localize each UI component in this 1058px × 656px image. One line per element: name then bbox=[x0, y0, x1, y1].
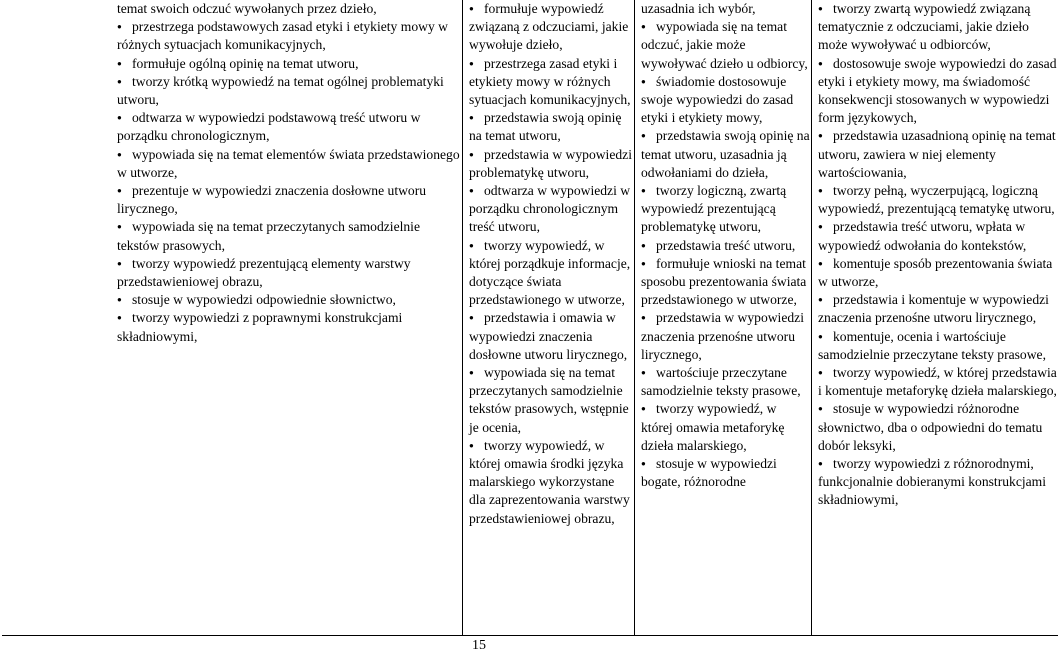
page-number: 15 bbox=[472, 638, 486, 653]
list-item: ● formułuje wypowiedź związaną z odczuciami, jakie wywołuje dzieło, bbox=[469, 0, 634, 55]
column-4-list bbox=[818, 0, 1058, 510]
list-item: ● odtwarza w wypowiedzi w porządku chronologicznym treść utworu, bbox=[469, 182, 634, 237]
list-item: ● przedstawia treść utworu, bbox=[641, 237, 811, 255]
list-item: ● przestrzega zasad etyki i etykiety mowy w różnych sytuacjach komunikacyjnych, bbox=[469, 55, 634, 110]
list-item: ● przedstawia swoją opinię na temat utworu, bbox=[469, 109, 634, 145]
column-3-list bbox=[641, 18, 811, 491]
column-3-intro: uzasadnia ich wybór, bbox=[641, 1, 756, 16]
list-item: ● przedstawia uzasadnioną opinię na temat utworu, zawiera w niej elementy wartościowania, bbox=[818, 127, 1058, 182]
list-item: ● stosuje w wypowiedzi odpowiednie słownictwo, bbox=[117, 291, 462, 309]
table-row bbox=[2, 0, 1058, 636]
list-item: ● świadomie dostosowuje swoje wypowiedzi do zasad etyki i etykiety mowy, bbox=[641, 73, 811, 128]
list-item: ● wartościuje przeczytane samodzielnie teksty prasowe, bbox=[641, 364, 811, 400]
list-item: ● przestrzega podstawowych zasad etyki i etykiety mowy w różnych sytuacjach komunikacyjnych, bbox=[117, 18, 462, 54]
column-3-cell bbox=[635, 0, 812, 636]
list-item: ● wypowiada się na temat odczuć, jakie może wywoływać dzieło u odbiorcy, bbox=[641, 18, 811, 73]
list-item: ● komentuje, ocenia i wartościuje samodzielnie przeczytane teksty prasowe, bbox=[818, 328, 1058, 364]
list-item: ● tworzy wypowiedź, w której przedstawia i komentuje metaforykę dzieła malarskiego, bbox=[818, 364, 1058, 400]
list-item: ● przedstawia swoją opinię na temat utworu, uzasadnia ją odwołaniami do dzieła, bbox=[641, 127, 811, 182]
list-item: ● tworzy wypowiedzi z poprawnymi konstrukcjami składniowymi, bbox=[117, 309, 462, 345]
list-item: ● wypowiada się na temat elementów świata przedstawionego w utworze, bbox=[117, 146, 462, 182]
column-1-list bbox=[117, 18, 462, 346]
list-item: ● tworzy wypowiedź, w której porządkuje informacje, dotyczące świata przedstawionego w utworze, bbox=[469, 237, 634, 310]
list-item: ● prezentuje w wypowiedzi znaczenia dosłowne utworu lirycznego, bbox=[117, 182, 462, 218]
list-item: ● przedstawia i omawia w wypowiedzi znaczenia dosłowne utworu lirycznego, bbox=[469, 309, 634, 364]
list-item: ● wypowiada się na temat przeczytanych samodzielnie tekstów prasowych, bbox=[117, 218, 462, 254]
list-item: ● formułuje ogólną opinię na temat utworu, bbox=[117, 55, 462, 73]
list-item: ● formułuje wnioski na temat sposobu prezentowania świata przedstawionego w utworze, bbox=[641, 255, 811, 310]
list-item: ● tworzy krótką wypowiedź na temat ogólnej problematyki utworu, bbox=[117, 73, 462, 109]
column-2-list bbox=[469, 0, 634, 528]
list-item: ● tworzy wypowiedź, w której omawia środki języka malarskiego wykorzystane dla zaprezentowania warstwy przedstawieniowej obrazu, bbox=[469, 437, 634, 528]
column-2-cell bbox=[463, 0, 635, 636]
list-item: ● tworzy wypowiedź prezentującą elementy warstwy przedstawieniowej obrazu, bbox=[117, 255, 462, 291]
list-item: ● tworzy logiczną, zwartą wypowiedź prezentującą problematykę utworu, bbox=[641, 182, 811, 237]
list-item: ● wypowiada się na temat przeczytanych samodzielnie tekstów prasowych, wstępnie je ocenia, bbox=[469, 364, 634, 437]
list-item: ● przedstawia w wypowiedzi problematykę utworu, bbox=[469, 146, 634, 182]
list-item: ● dostosowuje swoje wypowiedzi do zasad etyki i etykiety mowy, ma świadomość konsekwencji stosowanych w wypowiedzi form językowych, bbox=[818, 55, 1058, 128]
list-item: ● tworzy wypowiedź, w której omawia metaforykę dzieła malarskiego, bbox=[641, 400, 811, 455]
column-4-cell bbox=[812, 0, 1058, 636]
list-item: ● stosuje w wypowiedzi bogate, różnorodne bbox=[641, 455, 811, 491]
list-item: ● tworzy pełną, wyczerpującą, logiczną wypowiedź, prezentującą tematykę utworu, bbox=[818, 182, 1058, 218]
list-item: ● tworzy zwartą wypowiedź związaną tematycznie z odczuciami, jakie dzieło może wywoływać u odbiorców, bbox=[818, 0, 1058, 55]
column-1-intro: temat swoich odczuć wywołanych przez dzieło, bbox=[117, 1, 377, 16]
list-item: ● przedstawia treść utworu, wpłata w wypowiedź odwołania do kontekstów, bbox=[818, 218, 1058, 254]
list-item: ● przedstawia w wypowiedzi znaczenia przenośne utworu lirycznego, bbox=[641, 309, 811, 364]
list-item: ● stosuje w wypowiedzi różnorodne słownictwo, dba o odpowiedni do tematu dobór leksyki, bbox=[818, 400, 1058, 455]
list-item: ● tworzy wypowiedzi z różnorodnymi, funkcjonalnie dobieranymi konstrukcjami składniowymi, bbox=[818, 455, 1058, 510]
requirements-table bbox=[2, 0, 1058, 636]
list-item: ● przedstawia i komentuje w wypowiedzi znaczenia przenośne utworu lirycznego, bbox=[818, 291, 1058, 327]
column-1-cell bbox=[2, 0, 463, 636]
list-item: ● komentuje sposób prezentowania świata w utworze, bbox=[818, 255, 1058, 291]
list-item: ● odtwarza w wypowiedzi podstawową treść utworu w porządku chronologicznym, bbox=[117, 109, 462, 145]
